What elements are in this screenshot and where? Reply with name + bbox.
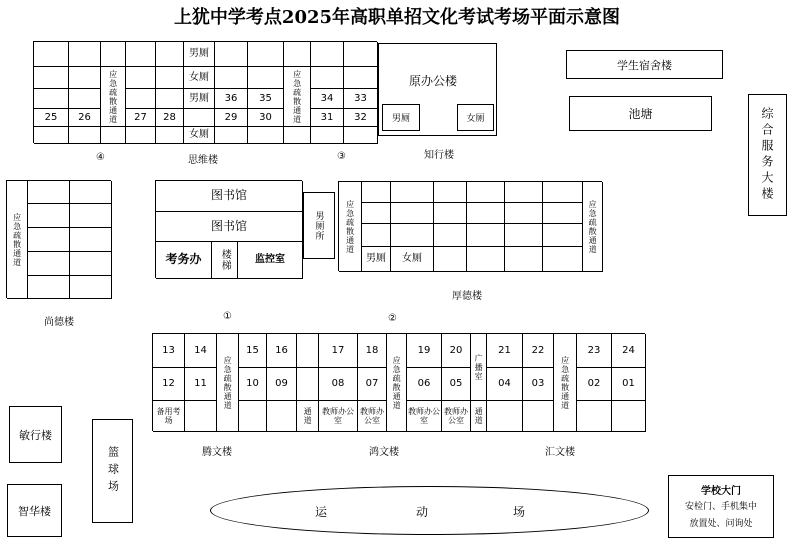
sports-field-char-2: 动 xyxy=(416,505,429,519)
library-2: 图书馆 xyxy=(156,212,303,242)
backup-exam-room: 备用考场 xyxy=(153,401,185,432)
teacher-office-2: 教师办公室 xyxy=(358,401,387,432)
yuanban-female-toilet: 女厕 xyxy=(457,104,494,131)
pond: 池塘 xyxy=(569,96,712,131)
room-26: 26 xyxy=(69,109,101,127)
library-1: 图书馆 xyxy=(156,181,303,212)
siwei-female-toilet-2: 女厕 xyxy=(184,127,215,144)
houde-emergency-2: 应急疏散通道 xyxy=(583,182,603,272)
marker-3: ③ xyxy=(337,151,346,162)
siwei-emergency-2: 应急疏散通道 xyxy=(284,67,311,127)
south-passage-2: 通道 xyxy=(471,401,487,432)
shangde-emergency: 应急疏散通道 xyxy=(7,181,28,299)
minxing-building: 敏行楼 xyxy=(9,406,62,463)
library-building xyxy=(155,180,302,278)
south-building xyxy=(152,333,645,431)
gate-title: 学校大门 xyxy=(701,486,741,497)
room-32: 32 xyxy=(344,109,378,127)
room-15: 15 xyxy=(239,334,267,368)
monitor-room: 监控室 xyxy=(238,242,303,279)
houde-female-toilet: 女厕 xyxy=(391,247,434,272)
sports-field xyxy=(210,486,649,535)
shangde-label: 尚德楼 xyxy=(44,317,74,328)
room-14: 14 xyxy=(185,334,217,368)
room-16: 16 xyxy=(267,334,297,368)
room-06: 06 xyxy=(407,368,442,401)
room-07: 07 xyxy=(358,368,387,401)
room-18: 18 xyxy=(358,334,387,368)
room-17: 17 xyxy=(319,334,358,368)
yuanban-male-toilet: 男厕 xyxy=(382,104,420,131)
south-emergency-1: 应急疏散通道 xyxy=(217,334,239,432)
shangde-building xyxy=(6,180,111,298)
room-28: 28 xyxy=(156,109,184,127)
houde-emergency-1: 应急疏散通道 xyxy=(339,182,362,272)
teacher-office-3: 教师办公室 xyxy=(407,401,442,432)
houde-male-toilet: 男厕 xyxy=(362,247,391,272)
room-33: 33 xyxy=(344,89,378,109)
houde-label: 厚德楼 xyxy=(452,291,482,302)
sports-field-char-1: 运 xyxy=(315,505,328,519)
siwei-male-toilet-2: 男厕 xyxy=(184,89,215,109)
room-10: 10 xyxy=(239,368,267,401)
siwei-emergency-1: 应急疏散通道 xyxy=(101,67,126,127)
south-passage-1: 通道 xyxy=(297,401,319,432)
yuanban-building xyxy=(378,43,497,136)
room-29: 29 xyxy=(215,109,248,127)
room-21: 21 xyxy=(487,334,523,368)
siwei-female-toilet-1: 女厕 xyxy=(184,67,215,89)
yuanban-label: 原办公楼 xyxy=(409,74,458,88)
basketball-court: 篮球场 xyxy=(92,419,133,523)
male-washroom: 男厕所 xyxy=(303,192,335,259)
room-12: 12 xyxy=(153,368,185,401)
siwei-building-label: 思维楼 xyxy=(188,155,218,166)
room-01: 01 xyxy=(612,368,646,401)
teacher-office-4: 教师办公室 xyxy=(442,401,471,432)
houde-building xyxy=(338,181,602,271)
room-19: 19 xyxy=(407,334,442,368)
room-20: 20 xyxy=(442,334,471,368)
room-04: 04 xyxy=(487,368,523,401)
room-23: 23 xyxy=(577,334,612,368)
teacher-office-1: 教师办公室 xyxy=(319,401,358,432)
room-09: 09 xyxy=(267,368,297,401)
south-emergency-3: 应急疏散通道 xyxy=(554,334,577,432)
gate-line-1: 安检门、手机集中 xyxy=(684,502,757,512)
room-05: 05 xyxy=(442,368,471,401)
zhihua-building: 智华楼 xyxy=(7,484,62,537)
marker-2: ② xyxy=(388,313,397,324)
room-11: 11 xyxy=(185,368,217,401)
broadcast-room: 广播室 xyxy=(471,334,487,401)
room-02: 02 xyxy=(577,368,612,401)
service-building: 综合服务大楼 xyxy=(748,94,787,216)
gate-line-2: 放置处、问询处 xyxy=(689,519,753,529)
room-22: 22 xyxy=(523,334,554,368)
room-31: 31 xyxy=(311,109,344,127)
page-title: 上犹中学考点2025年高职单招文化考试考场平面示意图 xyxy=(173,7,621,28)
room-13: 13 xyxy=(153,334,185,368)
room-24: 24 xyxy=(612,334,646,368)
marker-1: ① xyxy=(223,311,232,322)
hongwen-label: 鸿文楼 xyxy=(369,447,399,458)
huiwen-label: 汇文楼 xyxy=(545,447,575,458)
zhixing-label: 知行楼 xyxy=(424,150,454,161)
room-35: 35 xyxy=(248,89,284,109)
room-36: 36 xyxy=(215,89,248,109)
room-27: 27 xyxy=(126,109,156,127)
stairs: 楼梯 xyxy=(212,242,238,279)
siwei-male-toilet-1: 男厕 xyxy=(184,42,215,67)
exam-office: 考务办 xyxy=(156,242,212,279)
south-emergency-2: 应急疏散通道 xyxy=(387,334,407,432)
dormitory: 学生宿舍楼 xyxy=(566,50,723,79)
room-25: 25 xyxy=(34,109,69,127)
sports-field-char-3: 场 xyxy=(513,505,526,519)
room-03: 03 xyxy=(523,368,554,401)
marker-4: ④ xyxy=(96,152,105,163)
tengwen-label: 腾文楼 xyxy=(202,447,232,458)
room-30: 30 xyxy=(248,109,284,127)
siwei-building xyxy=(33,41,377,143)
room-34: 34 xyxy=(311,89,344,109)
school-gate xyxy=(668,475,774,538)
room-08: 08 xyxy=(319,368,358,401)
